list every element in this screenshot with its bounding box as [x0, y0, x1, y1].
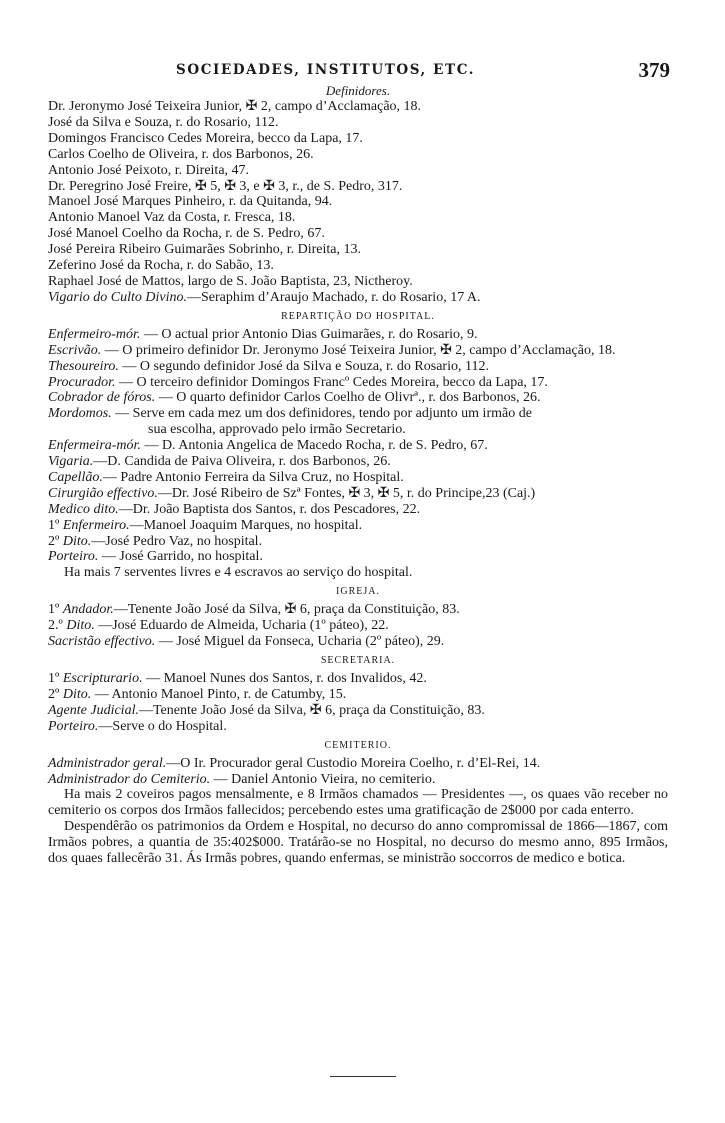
entry-prefix: 2º	[48, 533, 63, 549]
secretaria-heading: SECRETARIA.	[320, 655, 396, 666]
entry-title: Dito.	[66, 618, 95, 634]
definidor-line: Antonio José Peixoto, r. Direita, 47.	[48, 162, 250, 178]
hospital-entry	[48, 549, 668, 565]
entry-text: — Antonio Manoel Pinto, r. de Catumby, 15.	[91, 686, 347, 702]
cemiterio-paragraph: Ha mais 2 coveiros pagos mensalmente, e 8 Irmãos chamados — Presidentes —, os quaes vão receber no cemiterio os corpos dos Irmãos fallecidos; percebendo estes uma gratificação de 2$000 por cada enterro.	[48, 787, 668, 819]
hospital-entry	[48, 534, 668, 550]
definidor-line: Carlos Coelho de Oliveira, r. dos Barbonos, 26.	[48, 146, 314, 162]
entry-title: Medico dito.	[48, 501, 119, 517]
entry-title: Administrador do Cemiterio.	[48, 771, 211, 787]
definidor-line: Antonio Manoel Vaz da Costa, r. Fresca, 18.	[48, 210, 296, 226]
entry-title: Agente Judicial.	[48, 702, 139, 718]
entry-prefix: 1º	[48, 602, 63, 618]
entry-text: —Serve o do Hospital.	[98, 718, 227, 734]
entry-text: —Tenente João José da Silva, ✠ 6, praça da Constituição, 83.	[113, 602, 460, 618]
entry-title: Dito.	[62, 686, 92, 702]
hospital-entry	[48, 502, 668, 518]
entry-text: — Daniel Antonio Vieira, no cemiterio.	[210, 771, 436, 787]
entry-title: Escripturario.	[62, 671, 143, 686]
entry-title: Thesoureiro.	[48, 358, 119, 374]
entry-title: Procurador.	[48, 374, 116, 390]
entry-text: — O segundo definidor José da Silva e Souza, r. do Rosario, 112.	[118, 358, 489, 374]
entry-title: Mordomos.	[48, 406, 112, 422]
hospital-entry	[48, 390, 668, 406]
entry-title: Dito.	[62, 533, 92, 549]
entry-title: Porteiro.	[48, 549, 99, 565]
cemiterio-entry	[48, 756, 668, 772]
entry-text: — José Garrido, no hospital.	[98, 549, 263, 565]
entry-text: — O primeiro definidor Dr. Jeronymo José Teixeira Junior, ✠ 2, campo d’Acclamação, 18.	[101, 342, 616, 358]
igreja-entry	[48, 602, 668, 618]
hospital-entry	[48, 486, 668, 502]
igreja-section	[48, 602, 668, 650]
entry-title: Vigaria.	[48, 454, 94, 470]
entry-text: —Seraphim d’Araujo Machado, r. do Rosario, 17 A.	[186, 289, 481, 305]
hospital-entry	[48, 470, 668, 486]
hospital-heading: REPARTIÇÃO DO HOSPITAL.	[281, 310, 435, 322]
hospital-note: Ha mais 7 serventes livres e 4 escravos ao serviço do hospital.	[64, 565, 413, 581]
secretaria-entry	[48, 671, 668, 687]
entry-text: — Padre Antonio Ferreira da Silva Cruz, no Hospital.	[102, 469, 404, 485]
entry-title: Escrivão.	[48, 342, 102, 358]
cemiterio-entry	[48, 772, 668, 788]
hospital-entry	[48, 518, 668, 534]
cemiterio-heading: CEMITERIO.	[324, 739, 392, 751]
entry-title: Andador.	[62, 602, 114, 618]
entry-prefix: 2.º	[48, 618, 67, 634]
entry-text: —Dr. João Baptista dos Santos, r. dos Pescadores, 22.	[118, 501, 421, 517]
hospital-entry	[48, 406, 668, 422]
definidor-line: Dr. Peregrino José Freire, ✠ 5, ✠ 3, e ✠ 3, r., de S. Pedro, 317.	[48, 178, 403, 194]
running-title: SOCIEDADES, INSTITUTOS, ETC.	[176, 62, 476, 78]
entry-prefix: 1º	[48, 517, 63, 533]
entry-text: —D. Candida de Paiva Oliveira, r. dos Barbonos, 26.	[93, 454, 391, 470]
hospital-entry	[48, 454, 668, 470]
vigario-entry	[48, 290, 668, 306]
entry-title: Administrador geral.	[48, 755, 167, 771]
definidor-line: José da Silva e Souza, r. do Rosario, 112.	[48, 114, 279, 130]
entry-title: Cirurgião effectivo.	[48, 485, 158, 501]
entry-text: — José Miguel da Fonseca, Ucharia (2º páteo), 29.	[155, 634, 445, 650]
entry-text: —O Ir. Procurador geral Custodio Moreira Coelho, r. d’El-Rei, 14.	[166, 755, 541, 771]
entry-text: —Manoel Joaquim Marques, no hospital.	[129, 517, 363, 533]
page-header	[48, 52, 668, 82]
entry-text: — O terceiro definidor Domingos Francº Cedes Moreira, becco da Lapa, 17.	[115, 374, 548, 390]
hospital-entry	[48, 438, 668, 454]
entry-title: Enfermeira-mór.	[48, 438, 141, 454]
document-page	[48, 52, 668, 867]
mordomos-continuation: sua escolha, approvado pelo irmão Secretario.	[148, 422, 406, 438]
entry-title: Porteiro.	[48, 718, 99, 734]
page-number: 379	[638, 58, 670, 82]
entry-text: — D. Antonia Angelica de Macedo Rocha, r. de S. Pedro, 67.	[140, 438, 488, 454]
definidor-line: Domingos Francisco Cedes Moreira, becco da Lapa, 17.	[48, 130, 363, 146]
igreja-heading: IGREJA.	[336, 586, 380, 598]
igreja-entry	[48, 618, 668, 634]
definidor-line: Dr. Jeronymo José Teixeira Junior, ✠ 2, campo d’Acclamação, 18.	[48, 99, 422, 114]
hospital-entry	[48, 359, 668, 375]
entry-title: Enfermeiro.	[62, 517, 130, 533]
hospital-entry	[48, 375, 668, 391]
entry-text: —Dr. José Ribeiro de Szª Fontes, ✠ 3, ✠ 5, r. do Principe,23 (Caj.)	[157, 485, 536, 501]
entry-prefix: 2º	[48, 686, 63, 702]
igreja-entry	[48, 634, 668, 650]
secretaria-entry	[48, 687, 668, 703]
entry-title: Vigario do Culto Divino.	[48, 289, 187, 305]
entry-title: Sacristão effectivo.	[48, 634, 156, 650]
definidor-line: Raphael José de Mattos, largo de S. João Baptista, 23, Nictheroy.	[48, 273, 413, 289]
entry-title: Enfermeiro-mór.	[48, 326, 141, 342]
secretaria-entry	[48, 703, 668, 719]
definidores-list	[48, 99, 668, 290]
definidor-line: Manoel José Marques Pinheiro, r. da Quitanda, 94.	[48, 194, 333, 210]
secretaria-entry	[48, 719, 668, 735]
entry-text: — Serve em cada mez um dos definidores, tendo por adjunto um irmão de	[111, 406, 532, 422]
end-rule-wrap	[0, 1076, 725, 1077]
entry-text: —Tenente João José da Silva, ✠ 6, praça da Constituição, 83.	[138, 702, 485, 718]
entry-text: — O quarto definidor Carlos Coelho de Olivrª., r. dos Barbonos, 26.	[155, 390, 541, 406]
entry-prefix: 1º	[48, 671, 63, 686]
entry-text: — O actual prior Antonio Dias Guimarães, r. do Rosario, 9.	[140, 326, 478, 342]
hospital-section	[48, 327, 668, 582]
secretaria-section	[48, 671, 668, 735]
definidores-heading: Definidores.	[325, 83, 391, 98]
definidor-line: José Manoel Coelho da Rocha, r. de S. Pedro, 67.	[48, 226, 325, 242]
entry-title: Cobrador de fóros.	[48, 390, 156, 406]
entry-title: Capellão.	[48, 469, 103, 485]
hospital-entry	[48, 343, 668, 359]
end-rule	[330, 1076, 396, 1077]
hospital-entry	[48, 327, 668, 343]
definidor-line: José Pereira Ribeiro Guimarães Sobrinho, r. Direita, 13.	[48, 242, 361, 258]
entry-text: —José Eduardo de Almeida, Ucharia (1º páteo), 22.	[94, 618, 389, 634]
entry-text: —José Pedro Vaz, no hospital.	[91, 533, 263, 549]
cemiterio-paragraph: Despendêrão os patrimonios da Ordem e Hospital, no decurso do anno compromissal de 1866—1867, com Irmãos pobres, a quantia de 35:402$000. Tratárão-se no Hospital, no decurso do mesmo anno, 895 Irmãos, dos quaes fallecêrão 31. Ás Irmãs pobres, quando enfermas, se ministrão soccorros de medico e botica.	[48, 819, 668, 867]
definidor-line: Zeferino José da Rocha, r. do Sabão, 13.	[48, 258, 274, 274]
cemiterio-section	[48, 756, 668, 867]
entry-text: — Manoel Nunes dos Santos, r. dos Invalidos, 42.	[142, 671, 427, 686]
